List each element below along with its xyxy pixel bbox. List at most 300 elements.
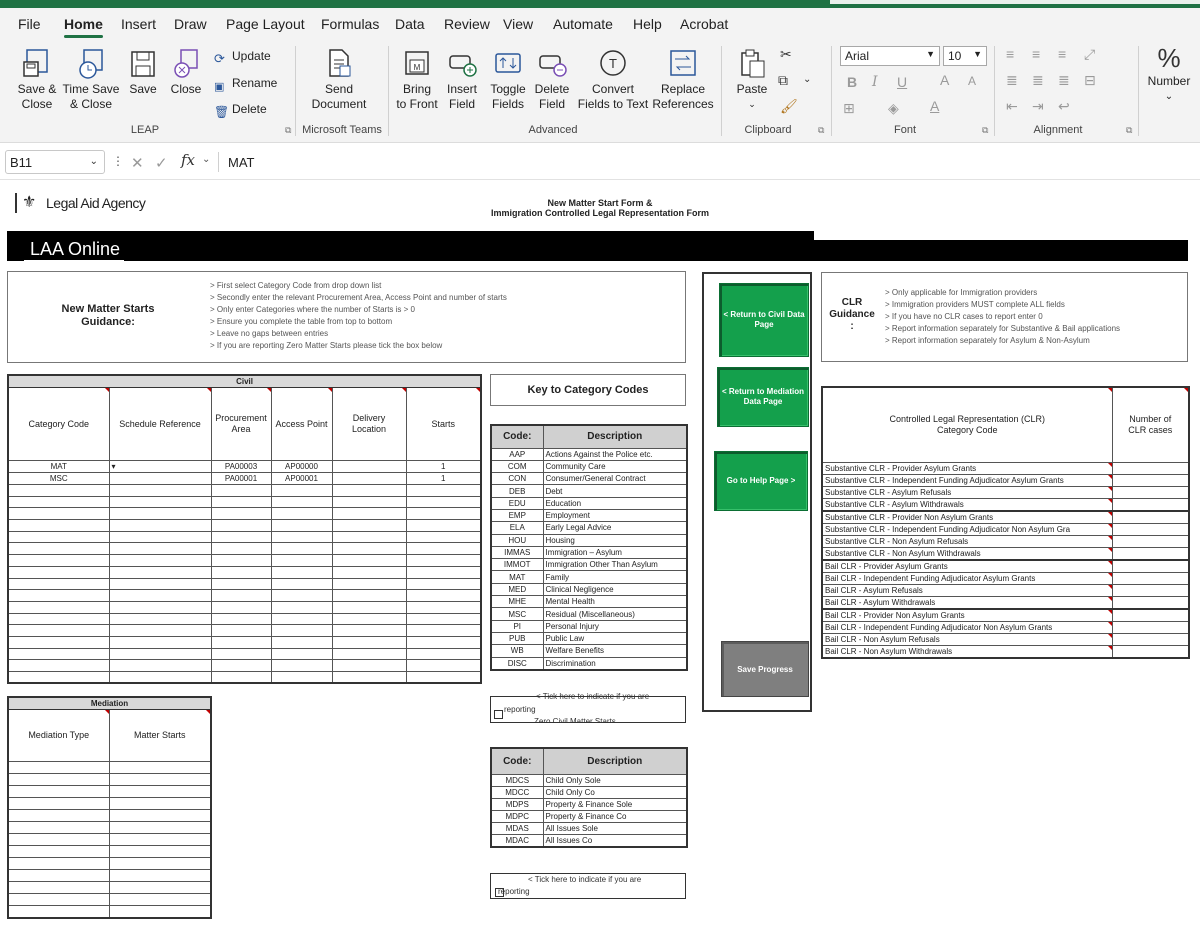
align-left-icon[interactable]: ≣ — [1006, 72, 1018, 88]
mediation-cell[interactable] — [109, 762, 211, 774]
key-description: Employment — [543, 509, 687, 521]
civil-cell[interactable] — [332, 625, 406, 637]
return-civil-button[interactable]: < Return to Civil Data Page — [719, 283, 809, 357]
time-save-close-label: Time Save & Close — [62, 82, 120, 111]
mediation-cell[interactable] — [8, 882, 109, 894]
civil-cell[interactable] — [406, 613, 481, 625]
key-row — [491, 583, 687, 595]
mediation-type-header: Mediation Type — [8, 710, 109, 762]
civil-cell[interactable] — [271, 601, 332, 613]
mediation-cell[interactable] — [8, 798, 109, 810]
civil-cell[interactable] — [109, 508, 211, 520]
civil-cell[interactable] — [109, 636, 211, 648]
civil-cell[interactable] — [211, 613, 271, 625]
mediation-cell[interactable] — [109, 786, 211, 798]
form-title-line-2: Immigration Controlled Legal Representation Form — [490, 208, 710, 218]
med-key-description: All Issues Co — [543, 834, 687, 847]
save-close-button[interactable] — [14, 48, 60, 112]
key-code: HOU — [491, 534, 543, 546]
grow-font-button[interactable]: A — [940, 72, 950, 88]
clr-row — [822, 585, 1189, 597]
dropdown-arrow-icon[interactable]: ▾ — [111, 462, 116, 471]
civil-cell[interactable] — [271, 578, 332, 590]
civil-cell[interactable]: PA00001 — [211, 473, 271, 485]
align-middle-icon[interactable]: ≡ — [1032, 46, 1041, 62]
civil-cell[interactable] — [406, 672, 481, 684]
more-options-icon[interactable]: ⋮ — [112, 154, 124, 168]
percent-icon: % — [1157, 43, 1181, 73]
mediation-cell[interactable] — [8, 894, 109, 906]
key-row — [491, 473, 687, 485]
civil-cell[interactable] — [8, 496, 109, 508]
civil-cell[interactable] — [271, 543, 332, 555]
civil-cell[interactable] — [271, 590, 332, 602]
mediation-cell[interactable] — [109, 894, 211, 906]
clr-row — [822, 622, 1189, 634]
civil-cell[interactable] — [271, 531, 332, 543]
civil-cell[interactable] — [211, 555, 271, 567]
civil-cell[interactable] — [271, 660, 332, 672]
civil-cell[interactable] — [332, 660, 406, 672]
paste-button[interactable] — [732, 48, 772, 112]
civil-cell[interactable] — [109, 578, 211, 590]
delete-field-button[interactable] — [533, 48, 571, 112]
clr-cases-cell[interactable] — [1112, 572, 1189, 584]
civil-cell[interactable] — [109, 613, 211, 625]
civil-cell[interactable] — [332, 531, 406, 543]
civil-cell[interactable] — [406, 601, 481, 613]
civil-cell[interactable] — [8, 485, 109, 497]
increase-indent-icon[interactable]: ⇥ — [1032, 98, 1044, 114]
clr-cases-cell[interactable] — [1112, 585, 1189, 597]
civil-cell[interactable] — [109, 648, 211, 660]
insert-field-button[interactable] — [444, 48, 480, 112]
mediation-cell[interactable] — [109, 882, 211, 894]
civil-cell[interactable] — [109, 555, 211, 567]
clr-cases-cell[interactable] — [1112, 622, 1189, 634]
civil-cell[interactable] — [211, 531, 271, 543]
mediation-cell[interactable] — [8, 810, 109, 822]
mediation-cell[interactable] — [109, 810, 211, 822]
align-bottom-icon[interactable]: ≡ — [1058, 46, 1067, 62]
civil-cell[interactable] — [109, 485, 211, 497]
rename-button[interactable] — [214, 76, 277, 94]
mediation-cell[interactable] — [8, 906, 109, 918]
formula-input[interactable]: MAT — [228, 155, 255, 170]
laa-banner-right — [814, 240, 1188, 261]
civil-cell[interactable] — [109, 672, 211, 684]
civil-cell[interactable] — [406, 520, 481, 532]
civil-cell[interactable] — [271, 496, 332, 508]
civil-cell[interactable] — [406, 485, 481, 497]
insert-function-button[interactable]: fx — [181, 151, 196, 169]
civil-cell[interactable] — [8, 660, 109, 672]
tab-view[interactable]: View — [503, 16, 534, 32]
mediation-cell[interactable] — [109, 798, 211, 810]
paste-label: Paste — [736, 82, 768, 96]
civil-cell[interactable] — [271, 508, 332, 520]
civil-cell[interactable] — [8, 590, 109, 602]
civil-cell[interactable] — [271, 625, 332, 637]
civil-cell[interactable] — [332, 578, 406, 590]
civil-cell[interactable] — [8, 508, 109, 520]
civil-cell[interactable] — [332, 508, 406, 520]
borders-icon[interactable]: ⊞ — [843, 100, 855, 116]
civil-cell[interactable] — [211, 543, 271, 555]
mediation-cell[interactable] — [109, 822, 211, 834]
civil-cell[interactable] — [332, 590, 406, 602]
tab-review[interactable]: Review — [444, 16, 490, 32]
civil-cell[interactable] — [271, 636, 332, 648]
key-code: ELA — [491, 522, 543, 534]
civil-cell[interactable] — [406, 508, 481, 520]
rename-label: Rename — [232, 76, 278, 90]
civil-cell[interactable] — [271, 672, 332, 684]
banner-underline — [24, 260, 124, 262]
civil-cell[interactable] — [8, 520, 109, 532]
save-button[interactable] — [126, 48, 160, 97]
help-page-button[interactable]: Go to Help Page > — [714, 451, 808, 511]
alignment-launcher-icon[interactable]: ⧉ — [1126, 125, 1133, 135]
toggle-fields-button[interactable] — [487, 48, 529, 112]
shrink-font-button[interactable]: A — [968, 74, 977, 88]
civil-cell[interactable] — [332, 473, 406, 485]
align-center-icon[interactable]: ≣ — [1032, 72, 1044, 88]
civil-cell[interactable] — [8, 601, 109, 613]
civil-cell[interactable] — [211, 601, 271, 613]
zero-civil-checkbox[interactable] — [494, 705, 503, 723]
civil-row — [8, 566, 481, 578]
tab-acrobat[interactable]: Acrobat — [680, 16, 729, 32]
underline-button[interactable]: U — [897, 74, 908, 90]
clock-save-icon — [76, 48, 106, 80]
civil-cell[interactable]: MAT — [8, 461, 109, 473]
civil-cell[interactable] — [332, 648, 406, 660]
key-description: Clinical Negligence — [543, 583, 687, 595]
separator — [218, 152, 219, 172]
civil-cell[interactable] — [211, 496, 271, 508]
chevron-down-icon: ▼ — [973, 49, 982, 59]
civil-cell[interactable] — [8, 625, 109, 637]
mediation-row — [8, 870, 211, 882]
mediation-cell[interactable] — [8, 834, 109, 846]
clr-category: Bail CLR - Independent Funding Adjudicator Asylum Grants — [822, 572, 1112, 584]
mediation-key-table — [490, 747, 688, 848]
clr-guidance-line: > If you have no CLR cases to report enter 0 — [885, 312, 1043, 321]
send-document-button[interactable] — [308, 48, 370, 112]
wrap-text-icon[interactable]: ↩ — [1058, 98, 1070, 114]
clr-category: Bail CLR - Asylum Refusals — [822, 585, 1112, 597]
civil-cell[interactable] — [211, 566, 271, 578]
clr-cases-cell[interactable] — [1112, 474, 1189, 486]
cell-reference: B11 — [10, 155, 33, 170]
civil-cell[interactable] — [332, 566, 406, 578]
civil-cell[interactable] — [211, 672, 271, 684]
key-code: PUB — [491, 632, 543, 644]
tab-insert[interactable]: Insert — [121, 16, 157, 32]
paste-dropdown-icon[interactable]: ⌄ — [748, 99, 756, 109]
key-description: Debt — [543, 485, 687, 497]
civil-cell[interactable] — [211, 485, 271, 497]
tab-draw[interactable]: Draw — [174, 16, 207, 32]
title-bar — [0, 0, 1200, 8]
clr-cases-cell[interactable] — [1112, 560, 1189, 573]
civil-cell[interactable] — [211, 508, 271, 520]
civil-cell[interactable] — [332, 672, 406, 684]
mediation-cell[interactable] — [109, 846, 211, 858]
med-key-description: Property & Finance Sole — [543, 798, 687, 810]
key-description: Mental Health — [543, 596, 687, 608]
laa-banner — [7, 231, 814, 261]
clr-category: Bail CLR - Provider Non Asylum Grants — [822, 609, 1112, 622]
civil-cell[interactable] — [406, 590, 481, 602]
mediation-cell[interactable] — [109, 858, 211, 870]
civil-cell[interactable] — [8, 566, 109, 578]
font-group-label: Font — [893, 124, 916, 136]
civil-cell[interactable] — [406, 625, 481, 637]
civil-cell[interactable] — [8, 578, 109, 590]
key-description: Personal Injury — [543, 620, 687, 632]
civil-cell[interactable] — [8, 636, 109, 648]
mediation-cell[interactable] — [8, 762, 109, 774]
civil-cell[interactable] — [109, 531, 211, 543]
civil-cell[interactable] — [109, 660, 211, 672]
civil-cell[interactable]: 1 — [406, 461, 481, 473]
mediation-cell[interactable] — [8, 774, 109, 786]
civil-cell[interactable] — [211, 625, 271, 637]
tab-data[interactable]: Data — [395, 16, 425, 32]
civil-cell[interactable]: 1 — [406, 473, 481, 485]
tab-automate[interactable]: Automate — [553, 16, 613, 32]
civil-cell[interactable] — [406, 660, 481, 672]
key-description: Immigration Other Than Asylum — [543, 559, 687, 571]
civil-cell[interactable] — [109, 473, 211, 485]
civil-cell[interactable] — [271, 485, 332, 497]
civil-cell[interactable] — [271, 613, 332, 625]
bold-button[interactable]: B — [847, 74, 858, 90]
civil-cell[interactable] — [8, 531, 109, 543]
mediation-cell[interactable] — [109, 870, 211, 882]
clr-category: Substantive CLR - Non Asylum Refusals — [822, 535, 1112, 547]
civil-cell[interactable] — [332, 555, 406, 567]
civil-cell[interactable]: PA00003 — [211, 461, 271, 473]
mediation-cell[interactable] — [8, 870, 109, 882]
font-color-button[interactable]: A — [930, 98, 940, 114]
key-row — [491, 534, 687, 546]
leap-launcher-icon[interactable]: ⧉ — [285, 125, 292, 135]
mediation-cell[interactable] — [109, 774, 211, 786]
civil-cell[interactable] — [406, 496, 481, 508]
civil-cell[interactable] — [211, 636, 271, 648]
civil-cell[interactable] — [332, 485, 406, 497]
return-mediation-button[interactable]: < Return to Mediation Data Page — [717, 367, 809, 427]
teams-group-label: Microsoft Teams — [302, 124, 382, 136]
civil-cell[interactable] — [332, 461, 406, 473]
key-row — [491, 485, 687, 497]
bring-to-front-label: Bring to Front — [396, 82, 438, 111]
formula-bar — [0, 144, 1200, 180]
orientation-icon[interactable]: ⤢ — [1084, 46, 1096, 62]
cut-icon[interactable]: ✂ — [780, 46, 792, 62]
guidance-line: > Leave no gaps between entries — [210, 329, 329, 338]
separator — [831, 46, 832, 136]
civil-cell[interactable] — [8, 672, 109, 684]
tab-formulas[interactable]: Formulas — [321, 16, 380, 32]
civil-cell[interactable] — [211, 660, 271, 672]
civil-cell[interactable] — [211, 590, 271, 602]
civil-cell[interactable]: AP00000 — [271, 461, 332, 473]
insert-field-label: Insert Field — [446, 82, 477, 111]
mediation-cell[interactable] — [8, 822, 109, 834]
font-launcher-icon[interactable]: ⧉ — [982, 125, 989, 135]
mediation-cell[interactable] — [8, 786, 109, 798]
civil-cell[interactable]: AP00001 — [271, 473, 332, 485]
civil-cell[interactable] — [211, 578, 271, 590]
civil-cell[interactable] — [211, 520, 271, 532]
mediation-cell[interactable] — [8, 858, 109, 870]
bring-to-front-icon — [402, 48, 432, 80]
civil-cell[interactable] — [406, 578, 481, 590]
civil-cell[interactable] — [8, 543, 109, 555]
clr-cases-cell[interactable] — [1112, 634, 1189, 646]
tick-civil-line1: < Tick here to indicate if you are — [536, 692, 650, 701]
civil-cell[interactable] — [406, 636, 481, 648]
clr-row — [822, 511, 1189, 524]
civil-cell[interactable] — [109, 461, 211, 473]
name-box[interactable] — [5, 150, 105, 174]
civil-cell[interactable] — [332, 520, 406, 532]
civil-row — [8, 543, 481, 555]
civil-header: Schedule Reference — [109, 388, 211, 461]
civil-cell[interactable] — [332, 601, 406, 613]
clr-cases-cell[interactable] — [1112, 646, 1189, 659]
key-row — [491, 571, 687, 583]
clr-cases-cell[interactable] — [1112, 486, 1189, 498]
menu-bar — [0, 8, 1200, 40]
mediation-row — [8, 762, 211, 774]
key-code: EDU — [491, 497, 543, 509]
clr-cases-cell[interactable] — [1112, 597, 1189, 610]
clr-cases-cell[interactable] — [1112, 511, 1189, 524]
civil-cell[interactable] — [109, 566, 211, 578]
convert-fields-button[interactable] — [576, 48, 650, 112]
clipboard-launcher-icon[interactable]: ⧉ — [818, 125, 825, 135]
tab-help[interactable]: Help — [633, 16, 662, 32]
trash-icon: 🗑 — [214, 105, 230, 119]
clr-cases-cell[interactable] — [1112, 523, 1189, 535]
clr-row — [822, 498, 1189, 511]
civil-cell[interactable] — [109, 543, 211, 555]
cancel-icon[interactable]: ✕ — [131, 155, 144, 172]
civil-cell[interactable] — [109, 520, 211, 532]
copy-icon[interactable]: ⧉ — [778, 72, 788, 88]
key-code: MED — [491, 583, 543, 595]
mediation-cell[interactable] — [109, 834, 211, 846]
key-description: Residual (Miscellaneous) — [543, 608, 687, 620]
mediation-cell[interactable] — [109, 906, 211, 918]
civil-cell[interactable] — [406, 648, 481, 660]
enter-icon[interactable]: ✓ — [155, 155, 168, 172]
font-size-select[interactable] — [943, 46, 987, 66]
civil-cell[interactable] — [406, 531, 481, 543]
search-box[interactable] — [830, 0, 1200, 4]
bring-to-front-button[interactable] — [394, 48, 440, 112]
number-format-button[interactable] — [1142, 42, 1196, 104]
tab-file[interactable]: File — [18, 16, 41, 32]
mediation-row — [8, 858, 211, 870]
clr-cases-cell[interactable] — [1112, 535, 1189, 547]
ribbon — [0, 40, 1200, 143]
guidance-line: > Only enter Categories where the number of Starts is > 0 — [210, 305, 415, 314]
replace-references-button[interactable] — [652, 48, 714, 112]
mediation-cell[interactable] — [8, 846, 109, 858]
civil-cell[interactable] — [8, 613, 109, 625]
key-code-header: Code: — [491, 425, 543, 448]
civil-row — [8, 590, 481, 602]
civil-cell[interactable] — [109, 496, 211, 508]
send-document-label: Send Document — [311, 82, 367, 111]
civil-cell[interactable] — [8, 555, 109, 567]
civil-cell[interactable] — [8, 648, 109, 660]
fill-color-icon[interactable]: ◈ — [888, 100, 899, 116]
civil-cell[interactable] — [109, 601, 211, 613]
clr-cases-cell[interactable] — [1112, 609, 1189, 622]
civil-cell[interactable] — [211, 648, 271, 660]
civil-cell[interactable] — [332, 613, 406, 625]
civil-cell[interactable] — [332, 496, 406, 508]
civil-cell[interactable] — [406, 566, 481, 578]
chevron-down-icon[interactable]: ⌄ — [202, 154, 211, 165]
clr-cases-cell[interactable] — [1112, 462, 1189, 474]
civil-cell[interactable] — [271, 648, 332, 660]
clr-row — [822, 609, 1189, 622]
clr-cases-cell[interactable] — [1112, 547, 1189, 560]
civil-cell[interactable] — [406, 555, 481, 567]
key-row — [491, 608, 687, 620]
format-painter-icon[interactable]: 🖌 — [780, 98, 798, 114]
civil-cell[interactable] — [109, 590, 211, 602]
merge-center-icon[interactable]: ⊟ — [1084, 72, 1096, 88]
convert-text-icon — [598, 48, 628, 80]
align-top-icon[interactable]: ≡ — [1006, 46, 1015, 62]
close-button[interactable] — [168, 48, 204, 97]
key-code: DISC — [491, 657, 543, 670]
copy-dropdown-icon[interactable]: ⌄ — [803, 74, 812, 85]
tab-home[interactable]: Home — [64, 16, 103, 32]
italic-button[interactable]: I — [872, 74, 878, 90]
civil-cell[interactable] — [271, 555, 332, 567]
civil-cell[interactable] — [271, 520, 332, 532]
mediation-row — [8, 846, 211, 858]
align-right-icon[interactable]: ≣ — [1058, 72, 1070, 88]
font-name-select[interactable] — [840, 46, 940, 66]
key-code: IMMAS — [491, 546, 543, 558]
clr-cases-cell[interactable] — [1112, 498, 1189, 511]
civil-cell[interactable] — [332, 636, 406, 648]
update-button[interactable] — [214, 49, 271, 65]
med-key-row — [491, 822, 687, 834]
delete-button[interactable] — [214, 102, 267, 119]
time-save-close-button[interactable] — [62, 48, 120, 112]
civil-cell[interactable]: MSC — [8, 473, 109, 485]
civil-cell[interactable] — [271, 566, 332, 578]
civil-cell[interactable] — [109, 625, 211, 637]
tab-page-layout[interactable]: Page Layout — [226, 16, 305, 32]
civil-cell[interactable] — [332, 543, 406, 555]
decrease-indent-icon[interactable]: ⇤ — [1006, 98, 1018, 114]
civil-cell[interactable] — [406, 543, 481, 555]
save-progress-button[interactable]: Save Progress — [721, 641, 809, 697]
